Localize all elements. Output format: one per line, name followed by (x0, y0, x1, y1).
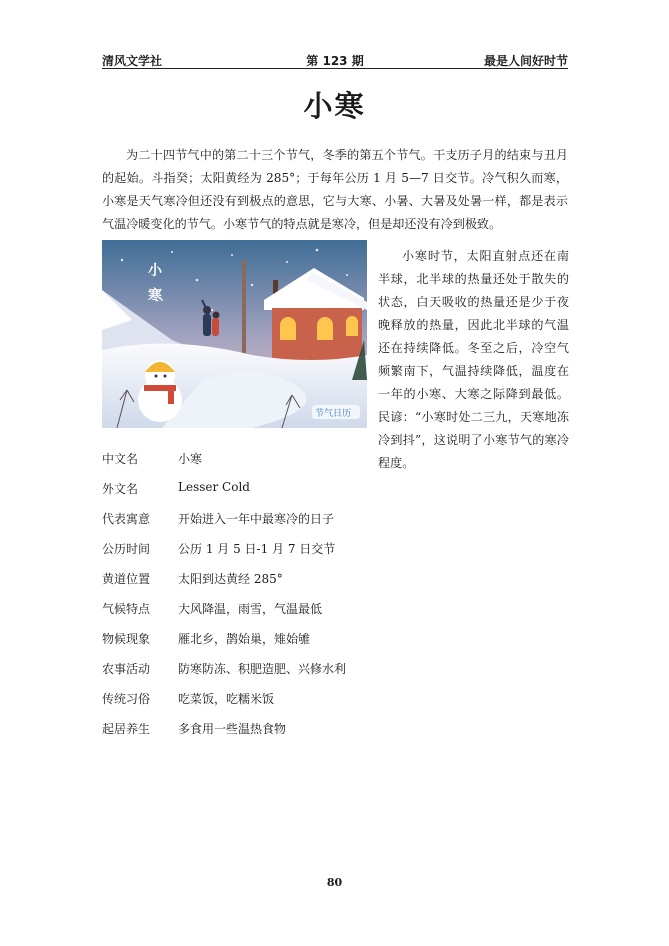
info-row (102, 536, 568, 566)
intro-paragraph: 为二十四节气中的第二十三个节气，冬季的第五个节气。干支历子月的结束与丑月的起始。斗指癸；太阳黄经为 285°；于每年公历 1 月 5—7 日交节。冷气积久而寒，小寒是天气寒冷但还没有到极点的意思，它与大寒、小暑、大暑及处暑一样，都是表示气温冷暖变化的节气。小寒节气的特点就是寒冷，但是却还没有冷到极致。 (102, 148, 568, 231)
info-value: 大风降温，雨雪，气温最低 (178, 602, 323, 616)
info-value: 雁北乡，鹊始巢，雉始雊 (178, 632, 311, 646)
info-key: 起居养生 (102, 722, 151, 736)
page-number: 80 (326, 876, 343, 889)
winter-scene-image (102, 240, 367, 428)
info-value: 多食用一些温热食物 (178, 722, 287, 736)
info-row (102, 686, 568, 716)
info-value: Lesser Cold (178, 480, 250, 494)
info-key: 公历时间 (102, 542, 151, 556)
illustration-title-char-1: 小 (148, 263, 162, 279)
info-row (102, 506, 568, 536)
info-key: 外文名 (102, 482, 139, 496)
side-paragraph: 小寒时节，太阳直射点还在南半球，北半球的热量还处于散失的状态，白天吸收的热量还是少于夜晚释放的热量，因此北半球的气温还在持续降低。冬至之后，冷空气频繁南下，气温持续降低，温度在一年的小寒、大寒之际降到最低。民谚：“小寒时处二三九，天寒地冻冷到抖”，这说明了小寒节气的寒冷程度。 (378, 249, 569, 470)
info-key: 黄道位置 (102, 572, 151, 586)
info-key: 物候现象 (102, 632, 151, 646)
illustration-title-char-2: 寒 (148, 288, 162, 304)
info-key: 代表寓意 (102, 512, 151, 526)
info-value: 小寒 (178, 452, 203, 466)
winter-illustration (102, 240, 367, 428)
info-table (102, 446, 568, 746)
page-title: 小寒 (303, 89, 366, 123)
info-key: 农事活动 (102, 662, 151, 676)
info-row (102, 626, 568, 656)
info-row (102, 656, 568, 686)
header-section-title: 最是人间好时节 (483, 54, 568, 68)
info-row (102, 716, 568, 746)
info-row (102, 596, 568, 626)
header-issue-number: 第 123 期 (306, 54, 364, 68)
header-rule (102, 68, 568, 69)
info-value: 太阳到达黄经 285° (178, 572, 283, 586)
info-value: 公历 1 月 5 日-1 月 7 日交节 (178, 542, 336, 556)
header-magazine-name: 清风文学社 (102, 54, 163, 68)
info-key: 传统习俗 (102, 692, 151, 706)
running-header (102, 50, 568, 70)
info-value: 开始进入一年中最寒冷的日子 (178, 512, 335, 526)
info-row (102, 566, 568, 596)
info-key: 气候特点 (102, 602, 151, 616)
illustration-watermark: 节气日历 (315, 409, 352, 419)
info-value: 防寒防冻、积肥造肥、兴修水利 (178, 662, 347, 676)
info-row (102, 446, 568, 476)
info-row (102, 476, 568, 506)
info-key: 中文名 (102, 452, 139, 466)
info-value: 吃菜饭，吃糯米饭 (178, 692, 275, 706)
